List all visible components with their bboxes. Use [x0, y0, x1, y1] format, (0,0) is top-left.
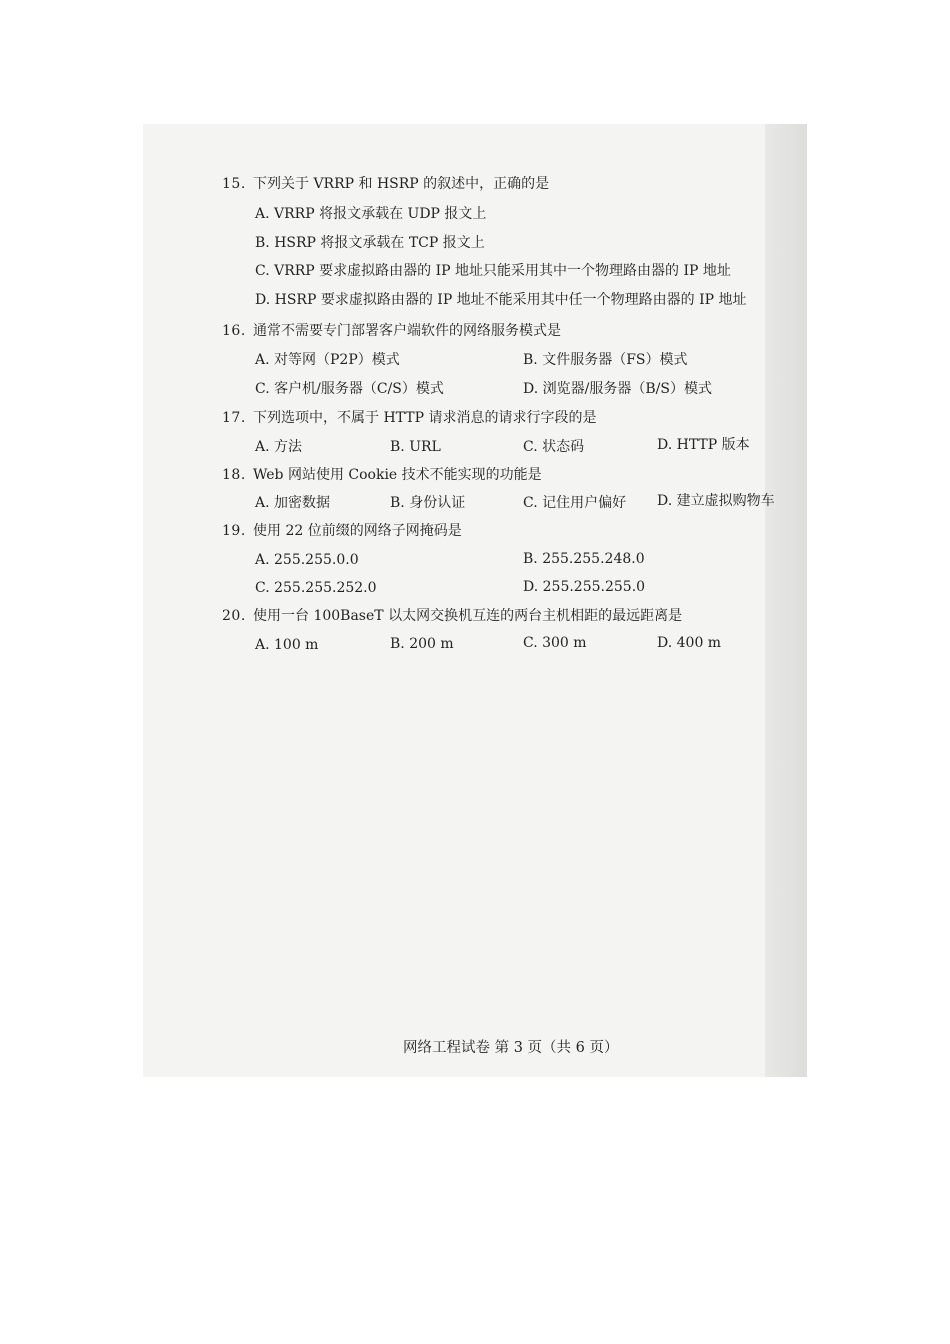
question-17-number: 17.	[222, 410, 246, 426]
question-19-option-b: B. 255.255.248.0	[523, 551, 645, 567]
question-17-option-d: D. HTTP 版本	[657, 437, 750, 453]
question-17-option-c: C. 状态码	[523, 439, 585, 455]
question-15-option-d: D. HSRP 要求虚拟路由器的 IP 地址不能采用其中任一个物理路由器的 IP 地址	[255, 292, 747, 308]
question-19-option-d: D. 255.255.255.0	[523, 579, 646, 595]
question-18-stem: Web 网站使用 Cookie 技术不能实现的功能是	[253, 467, 542, 483]
question-17-option-a: A. 方法	[255, 439, 303, 455]
page-footer: 网络工程试卷 第 3 页（共 6 页）	[403, 1040, 619, 1056]
question-20-option-a: A. 100 m	[255, 637, 319, 653]
question-19-number: 19.	[222, 523, 246, 539]
question-19-option-c: C. 255.255.252.0	[255, 580, 377, 596]
question-18-option-d: D. 建立虚拟购物车	[657, 493, 775, 509]
question-17-stem: 下列选项中，不属于 HTTP 请求消息的请求行字段的是	[253, 410, 597, 426]
question-20-number: 20.	[222, 608, 246, 624]
page-shadow-edge	[765, 124, 807, 1077]
question-15-stem: 下列关于 VRRP 和 HSRP 的叙述中，正确的是	[253, 176, 550, 192]
question-19-option-a: A. 255.255.0.0	[255, 552, 359, 568]
question-16-option-d: D. 浏览器/服务器（B/S）模式	[523, 381, 712, 397]
question-18-option-b: B. 身份认证	[390, 495, 466, 511]
question-18-option-c: C. 记住用户偏好	[523, 495, 627, 511]
question-16-stem: 通常不需要专门部署客户端软件的网络服务模式是	[253, 323, 561, 339]
question-15-option-a: A. VRRP 将报文承载在 UDP 报文上	[255, 206, 487, 222]
question-18-number: 18.	[222, 467, 246, 483]
question-19-stem: 使用 22 位前缀的网络子网掩码是	[253, 523, 462, 539]
question-16-option-b: B. 文件服务器（FS）模式	[523, 352, 688, 368]
question-16-number: 16.	[222, 323, 246, 339]
question-16-option-a: A. 对等网（P2P）模式	[255, 352, 400, 368]
question-16-option-c: C. 客户机/服务器（C/S）模式	[255, 381, 444, 397]
question-20-option-d: D. 400 m	[657, 635, 722, 651]
question-15-option-c: C. VRRP 要求虚拟路由器的 IP 地址只能采用其中一个物理路由器的 IP 地址	[255, 263, 731, 279]
question-20-option-b: B. 200 m	[390, 636, 454, 652]
question-18-option-a: A. 加密数据	[255, 495, 331, 511]
question-17-option-b: B. URL	[390, 439, 441, 455]
question-20-option-c: C. 300 m	[523, 635, 587, 651]
question-20-stem: 使用一台 100BaseT 以太网交换机互连的两台主机相距的最远距离是	[253, 608, 683, 624]
question-15-option-b: B. HSRP 将报文承载在 TCP 报文上	[255, 235, 485, 251]
question-15-number: 15.	[222, 176, 246, 192]
